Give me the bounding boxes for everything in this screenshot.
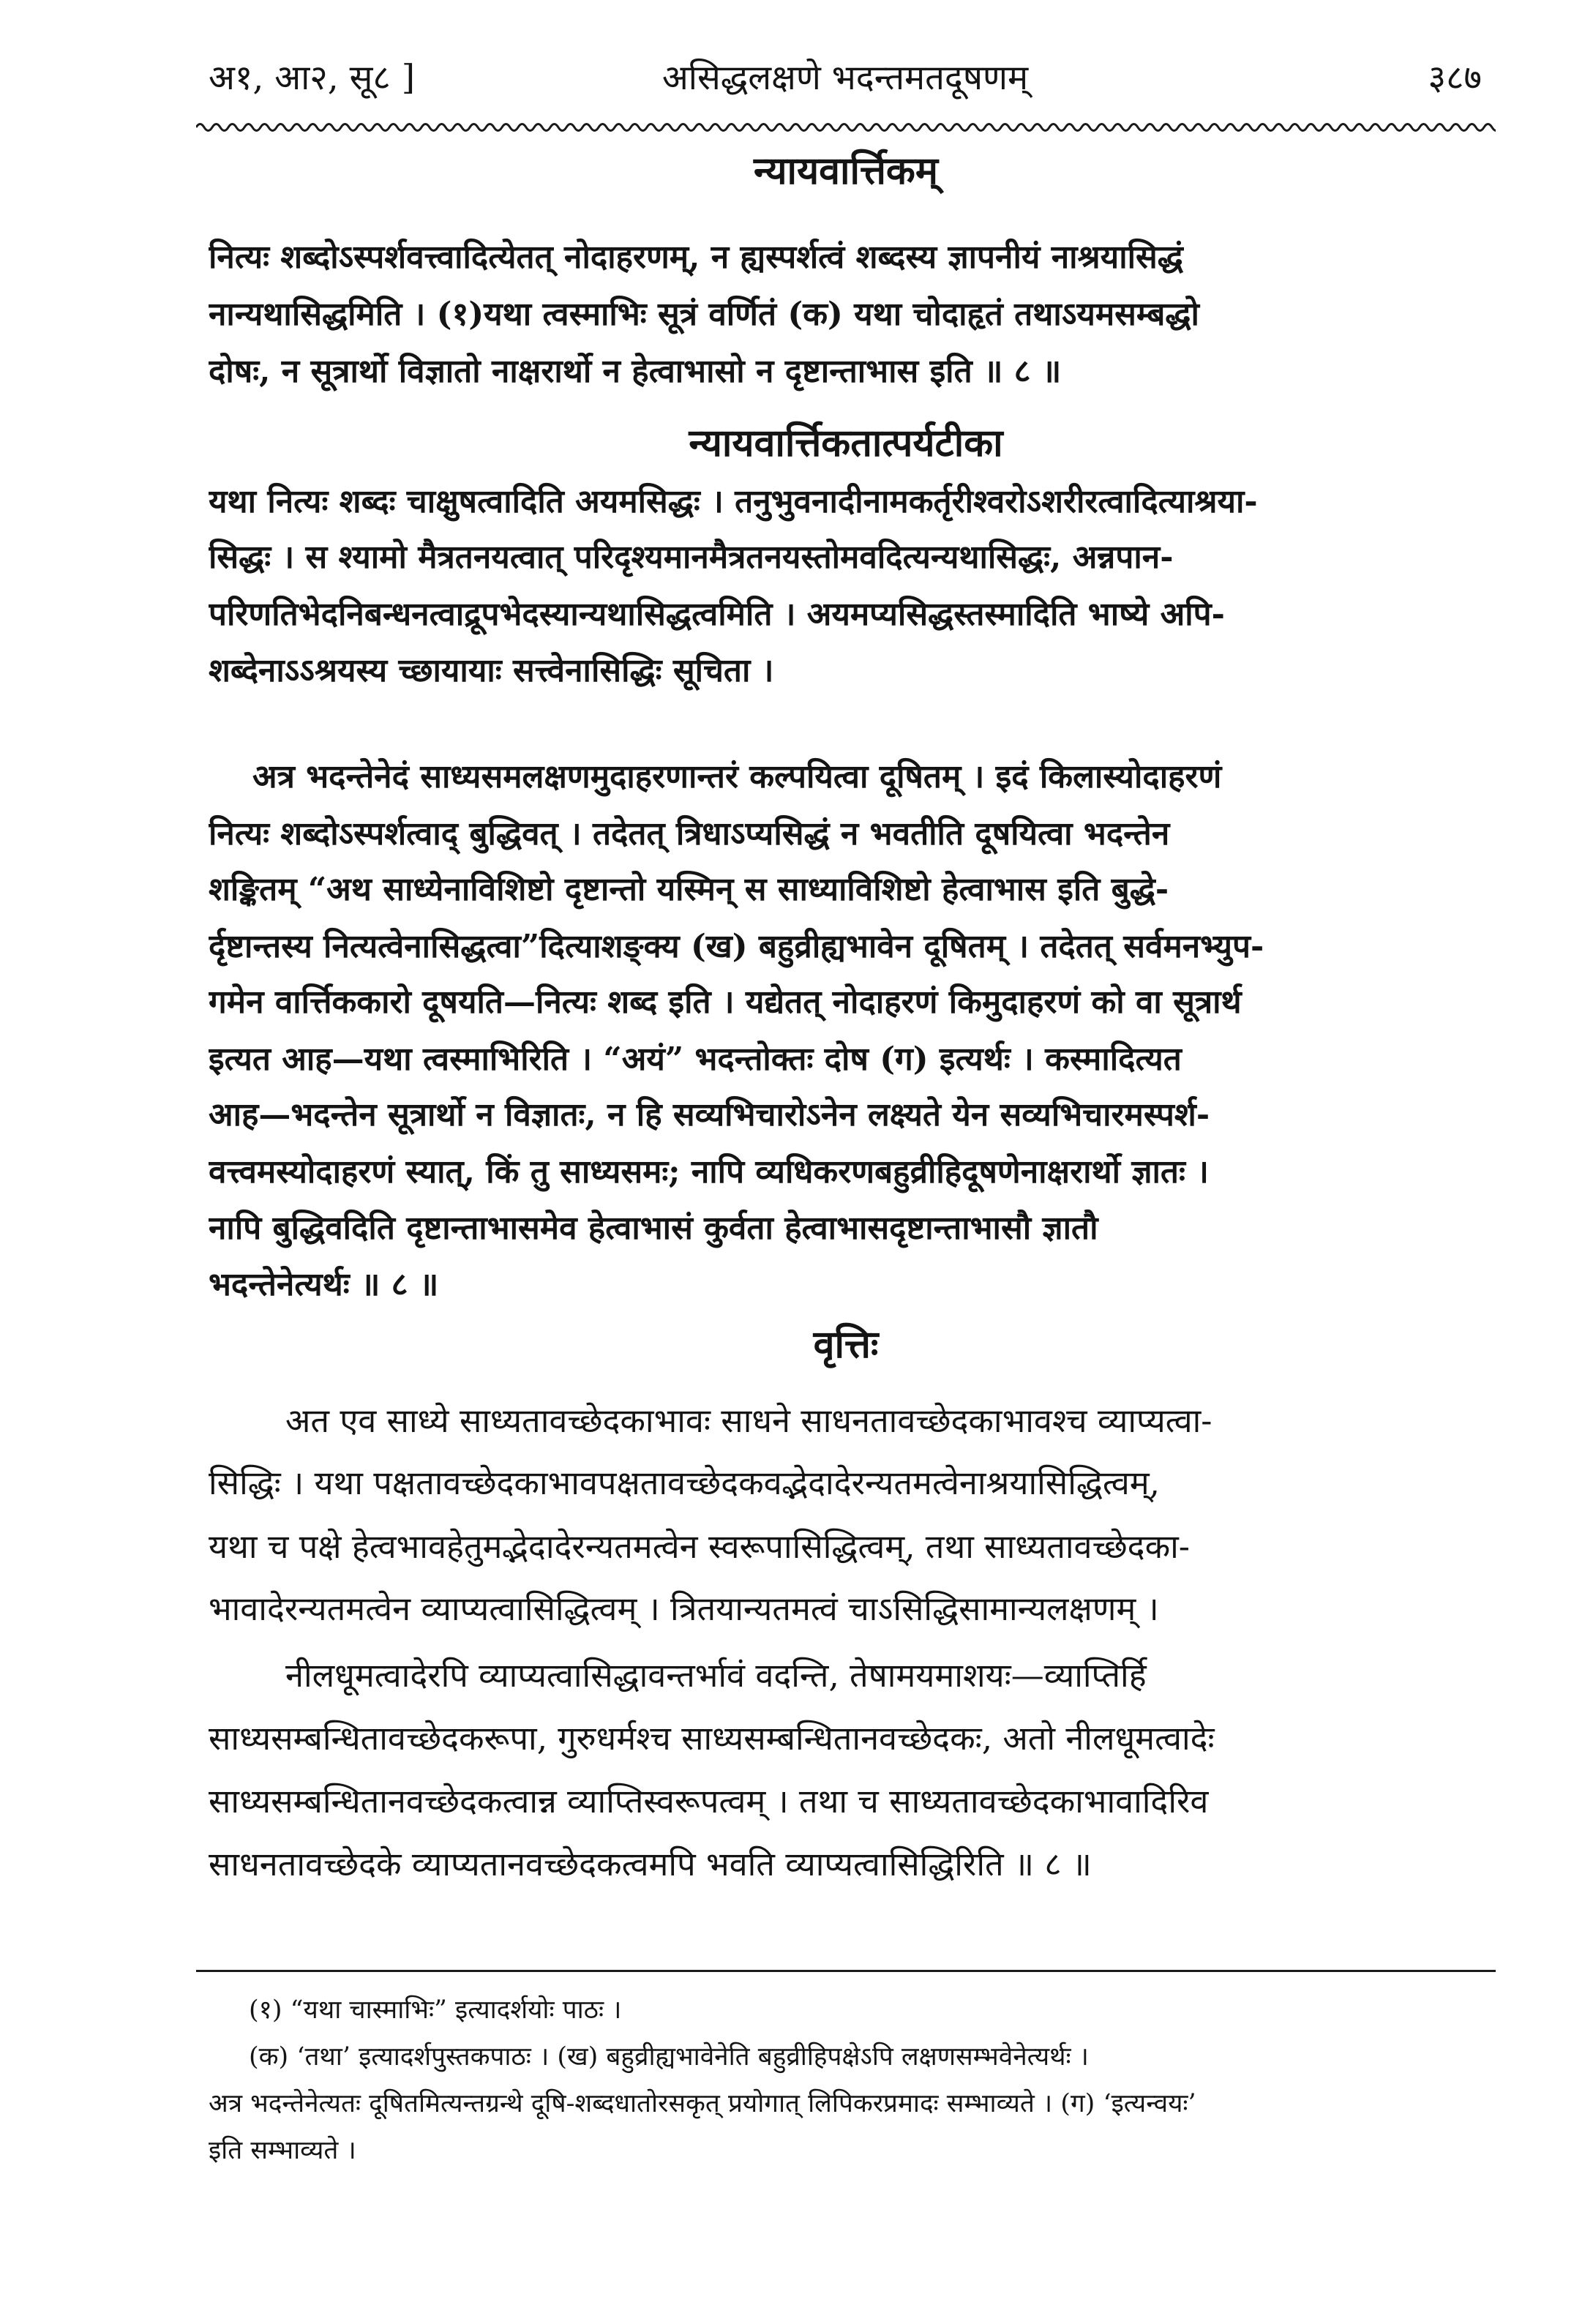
footnote-ka-kha: (क) ‘तथा’ इत्यादर्शपुस्तकपाठः । (ख) बहुव्रीह्यभावेनेति बहुव्रीहिपक्षेऽपि लक्षणसम्भवेनेत्यर्थः । [249,2042,1089,2072]
section-title-vritti: वृत्तिः [813,1322,879,1367]
vritti-line: अत एव साध्ये साध्यतावच्छेदकाभावः साधने साधनतावच्छेदकाभावश्च व्याप्यत्वा- [285,1401,1212,1440]
vritti-line: भावादेरन्यतमत्वेन व्याप्यत्वासिद्धित्वम् । त्रितयान्यतमत्वं चाऽसिद्धिसामान्यलक्षणम् । [209,1589,1159,1628]
vritti-line: साधनतावच्छेदके व्याप्यतानवच्छेदकत्वमपि भवति व्याप्यत्वासिद्धिरिति ॥ ८ ॥ [209,1845,1092,1883]
tika-line: अत्र भदन्तेनेदं साध्यसमलक्षणमुदाहरणान्तरं कल्पयित्वा दूषितम् । इदं किलास्योदाहरणं [252,758,1222,795]
tika-line: परिणतिभेदनिबन्धनत्वाद्रूपभेदस्यान्यथासिद्धत्वमिति । अयमप्यसिद्धस्तस्मादिति भाष्ये अपि- [209,596,1225,633]
tika-line: भदन्तेनेत्यर्थः ॥ ८ ॥ [209,1266,439,1303]
vritti-line: साध्यसम्बन्धितानवच्छेदकत्वान्न व्याप्तिस्वरूपत्वम् । तथा च साध्यतावच्छेदकाभावादिरिव [209,1782,1209,1821]
footnote-divider [196,1970,1496,1972]
running-title: असिद्धलक्षणे भदन्तमतदूषणम् [661,58,1029,98]
page-number: ३८७ [1428,58,1482,98]
footnote-continuation: इति सम्भाव्यते । [209,2136,356,2165]
tika-line: इत्यत आह—यथा त्वस्माभिरिति । “अयं” भदन्तोक्तः दोष (ग) इत्यर्थः । कस्मादित्यत [209,1041,1182,1078]
running-header [209,45,1482,111]
tika-line: सिद्धः । स श्यामो मैत्रतनयत्वात् परिदृश्यमानमैत्रतनयस्तोमवदित्यन्यथासिद्धः, अन्नपान- [209,539,1174,576]
tika-line: नापि बुद्धिवदिति दृष्टान्ताभासमेव हेत्वाभासं कुर्वता हेत्वाभासदृष्टान्ताभासौ ज्ञातौ [209,1210,1098,1247]
vartika-line: नित्यः शब्दोऽस्पर्शवत्त्वादित्येतत् नोदाहरणम्, न ह्यस्पर्शत्वं शब्दस्य ज्ञापनीयं नाश्रयासिद्धं [209,239,1183,276]
vritti-line: सिद्धिः । यथा पक्षतावच्छेदकाभावपक्षतावच्छेदकवद्भेदादेरन्यतमत्वेनाश्रयासिद्धित्वम्, [209,1463,1160,1502]
footnote-continuation: अत्र भदन्तेनेत्यतः दूषितमित्यन्तग्रन्थे दूषि-शब्दधातोरसकृत् प्रयोगात् लिपिकरप्रमादः सम्भाव्यते । (ग) ‘इत्यन्वयः’ [209,2089,1196,2118]
vartika-line: नान्यथासिद्धमिति । (१)यथा त्वस्माभिः सूत्रं वर्णितं (क) यथा चोदाहृतं तथाऽयमसम्बद्धो [209,296,1199,333]
tika-line: नित्यः शब्दोऽस्पर्शत्वाद् बुद्धिवत् । तदेतत् त्रिधाऽप्यसिद्धं न भवतीति दूषयित्वा भदन्तेन [209,815,1170,852]
tika-line: शब्देनाऽऽश्रयस्य च्छायायाः सत्त्वेनासिद्धिः सूचिता । [209,652,774,689]
tika-line: शङ्कितम् “अथ साध्येनाविशिष्टो दृष्टान्तो यस्मिन् स साध्याविशिष्टो हेत्वाभास इति बुद्धे- [209,871,1169,908]
tika-line: र्दृष्टान्तस्य नित्यत्वेनासिद्धत्वा”दित्याशङ्क्य (ख) बहुव्रीह्यभावेन दूषितम् । तदेतत् सर्वमनभ्युप- [209,928,1264,965]
footnote-1: (१) “यथा चास्माभिः” इत्यादर्शयोः पाठः । [249,1995,622,2025]
tika-line: यथा नित्यः शब्दः चाक्षुषत्वादिति अयमसिद्धः । तनुभुवनादीनामकर्तृरीश्वरोऽशरीरत्वादित्याश्रया- [209,483,1258,520]
section-title-tika: न्यायवार्त्तिकतात्पर्यटीका [689,421,1003,465]
vritti-line: नीलधूमत्वादेरपि व्याप्यत्वासिद्धावन्तर्भावं वदन्ति, तेषामयमाशयः—व्याप्तिर्हि [285,1656,1147,1695]
vritti-line: साध्यसम्बन्धितावच्छेदकरूपा, गुरुधर्मश्च साध्यसम्बन्धितानवच्छेदकः, अतो नीलधूमत्वादेः [209,1719,1215,1758]
tika-line: गमेन वार्त्तिककारो दूषयति—नित्यः शब्द इति । यद्येतत् नोदाहरणं किमुदाहरणं को वा सूत्रार्थ [209,983,1242,1021]
chapter-reference: अ१, आ२, सू८ ] [209,58,416,98]
vartika-line: दोषः, न सूत्रार्थो विज्ञातो नाक्षरार्थो न हेत्वाभासो न दृष्टान्ताभास इति ॥ ८ ॥ [209,353,1062,390]
tika-line: वत्त्वमस्योदाहरणं स्यात्, किं तु साध्यसमः; नापि व्यधिकरणबहुव्रीहिदूषणेनाक्षरार्थो ज्ञातः । [209,1153,1209,1191]
wavy-rule-divider [196,117,1496,138]
section-title-vartika: न्यायवार्त्तिकम् [754,149,938,193]
tika-line: आह—भदन्तेन सूत्रार्थो न विज्ञातः, न हि सव्यभिचारोऽनेन लक्ष्यते येन सव्यभिचारमस्पर्श- [209,1096,1210,1133]
vritti-line: यथा च पक्षे हेत्वभावहेतुमद्भेदादेरन्यतमत्वेन स्वरूपासिद्धित्वम्, तथा साध्यतावच्छेदका- [209,1527,1191,1566]
